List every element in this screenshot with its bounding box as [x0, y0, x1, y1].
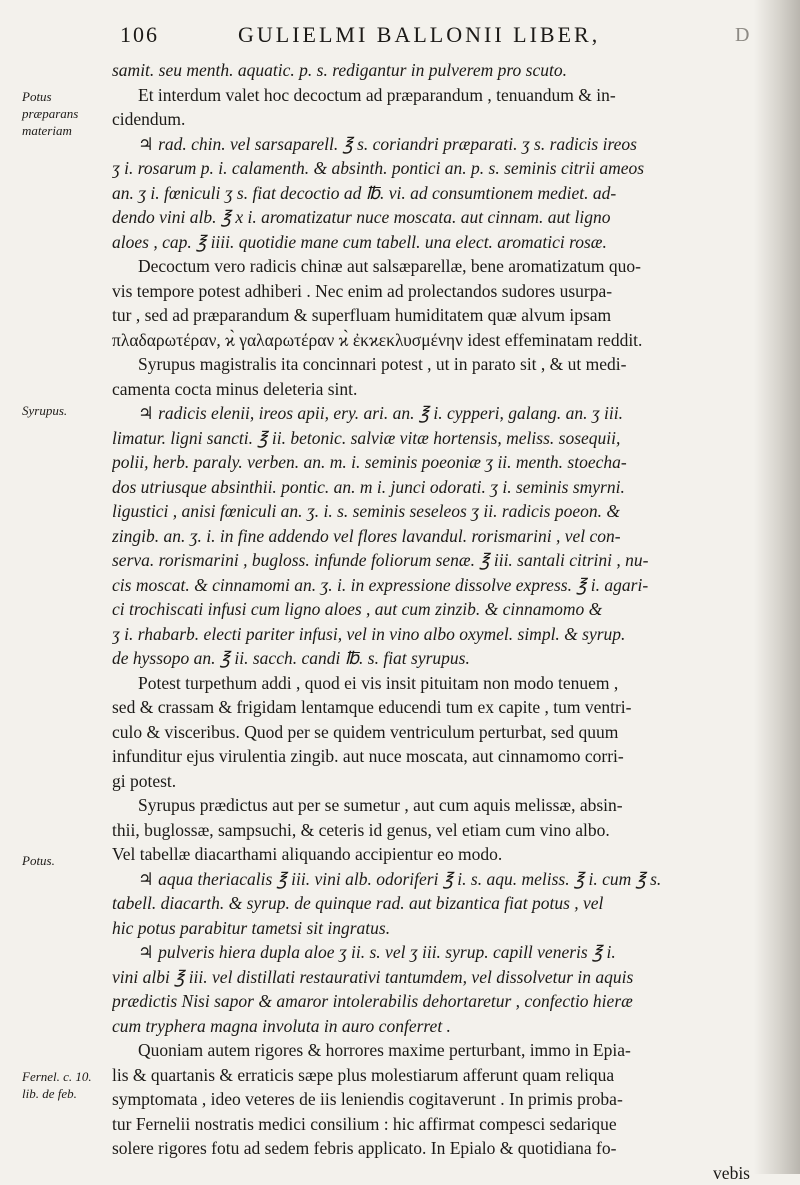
- text-line: aloes , cap. ℥ iiii. quotidie mane cum tabell. una elect. aromatici rosæ.: [112, 230, 750, 255]
- text-line: limatur. ligni sancti. ℥ ii. betonic. salviæ vitæ hortensis, meliss. sosequii,: [112, 426, 750, 451]
- text-line: vini albi ℥ iii. vel distillati restaurativi tantumdem, vel dissolvetur in aquis: [112, 965, 750, 990]
- text-line: Quoniam autem rigores & horrores maxime perturbant, immo in Epia-: [112, 1038, 750, 1063]
- running-title: GULIELMI BALLONII LIBER,: [238, 22, 600, 48]
- text-line: infunditur ejus virulentia zingib. aut nuce moscata, aut cinnamomo corri-: [112, 744, 750, 769]
- text-line: Syrupus prædictus aut per se sumetur , aut cum aquis melissæ, absin-: [112, 793, 750, 818]
- text-line: tur Fernelii nostratis medici consilium : hic affirmat compesci sedarique: [112, 1112, 750, 1137]
- text-line: Syrupus magistralis ita concinnari potest , ut in parato sit , & ut medi-: [112, 352, 750, 377]
- text-line: vebis: [112, 1161, 750, 1185]
- bleed-through-letter: D: [735, 24, 751, 47]
- text-line: tabell. diacarth. & syrup. de quinque rad. aut bizantica fiat potus , vel: [112, 891, 750, 916]
- text-line: serva. rorismarini , bugloss. infunde foliorum senæ. ℥ iii. santali citrini , nu-: [112, 548, 750, 573]
- margin-note-fernel: Fernel. c. 10. lib. de feb.: [22, 1068, 108, 1102]
- text-line: sed & crassam & frigidam lentamque educendi tum ex capite , tum ventri-: [112, 695, 750, 720]
- text-line: Potest turpethum addi , quod ei vis insit pituitam non modo tenuem ,: [112, 671, 750, 696]
- text-line: Vel tabellæ diacarthami aliquando accipientur eo modo.: [112, 842, 750, 867]
- text-line: ʒ i. rhabarb. electi pariter infusi, vel in vino albo oxymel. simpl. & syrup.: [112, 622, 750, 647]
- text-line: tur , sed ad præparandum & superfluam humiditatem quæ alvum ipsam: [112, 303, 750, 328]
- text-line: cis moscat. & cinnamomi an. ʒ. i. in expressione dissolve express. ℥ i. agari-: [112, 573, 750, 598]
- text-line: solere rigores fotu ad sedem febris applicato. In Epialo & quotidiana fo-: [112, 1136, 750, 1161]
- text-line: thii, buglossæ, sampsuchi, & ceteris id genus, vel etiam cum vino albo.: [112, 818, 750, 843]
- margin-note-potus-praeparans: Potus præparans materiam: [22, 88, 108, 139]
- text-line: ♃ radicis elenii, ireos apii, ery. ari. an. ℥ i. cypperi, galang. an. ʒ iii.: [112, 401, 750, 426]
- text-line: cum tryphera magna involuta in auro conferret .: [112, 1014, 750, 1039]
- text-line: culo & visceribus. Quod per se quidem ventriculum perturbat, sed quum: [112, 720, 750, 745]
- text-line: symptomata , ideo veteres de iis leniendis cogitaverunt . In primis proba-: [112, 1087, 750, 1112]
- text-line: prædictis Nisi sapor & amaror intolerabilis dehortaretur , confectio hieræ: [112, 989, 750, 1014]
- running-header: [120, 22, 720, 52]
- text-line: gi potest.: [112, 769, 750, 794]
- text-line: hic potus parabitur tametsi sit ingratus.: [112, 916, 750, 941]
- margin-note-syrupus: Syrupus.: [22, 402, 108, 419]
- text-line: polii, herb. paraly. verben. an. m. i. seminis poeoniæ ʒ ii. menth. stoecha-: [112, 450, 750, 475]
- text-line: cidendum.: [112, 107, 750, 132]
- margin-note-potus: Potus.: [22, 852, 108, 869]
- text-line: ♃ aqua theriacalis ℥ iii. vini alb. odoriferi ℥ i. s. aqu. meliss. ℥ i. cum ℥ s.: [112, 867, 750, 892]
- page-number: 106: [120, 22, 159, 48]
- body-text: [112, 58, 750, 1185]
- text-line: samit. seu menth. aquatic. p. s. redigantur in pulverem pro scuto.: [112, 58, 750, 83]
- text-line: ♃ pulveris hiera dupla aloe ʒ ii. s. vel ʒ iii. syrup. capill veneris ℥ i.: [112, 940, 750, 965]
- text-line: Et interdum valet hoc decoctum ad præparandum , tenuandum & in-: [112, 83, 750, 108]
- page-gutter-shadow: [754, 0, 800, 1174]
- text-line: vis tempore potest adhiberi . Nec enim ad prolectandos sudores usurpa-: [112, 279, 750, 304]
- text-line: ci trochiscati infusi cum ligno aloes , aut cum zinzib. & cinnamomo &: [112, 597, 750, 622]
- text-line: πλαδαρωτέραν, ϰ̀ γαλαρωτέραν ϰ̀ ἐκϰεκλυσμένην idest effeminatam reddit.: [112, 328, 750, 353]
- text-line: ʒ i. rosarum p. i. calamenth. & absinth. pontici an. p. s. seminis citrii ameos: [112, 156, 750, 181]
- text-line: zingib. an. ʒ. i. in fine addendo vel flores lavandul. rorismarini , vel con-: [112, 524, 750, 549]
- text-line: ligustici , anisi fœniculi an. ʒ. i. s. seminis seseleos ʒ ii. radicis poeon. &: [112, 499, 750, 524]
- text-line: camenta cocta minus deleteria sint.: [112, 377, 750, 402]
- text-line: dos utriusque absinthii. pontic. an. m i. junci odorati. ʒ i. seminis smyrni.: [112, 475, 750, 500]
- text-line: dendo vini alb. ℥ x i. aromatizatur nuce moscata. aut cinnam. aut ligno: [112, 205, 750, 230]
- text-line: ♃ rad. chin. vel sarsaparell. ℥ s. coriandri præparati. ʒ s. radicis ireos: [112, 132, 750, 157]
- text-line: an. ʒ i. fœniculi ʒ s. fiat decoctio ad ℔. vi. ad consumtionem mediet. ad-: [112, 181, 750, 206]
- text-line: lis & quartanis & erraticis sæpe plus molestiarum afferunt quam reliqua: [112, 1063, 750, 1088]
- text-line: de hyssopo an. ℥ ii. sacch. candi ℔. s. fiat syrupus.: [112, 646, 750, 671]
- text-line: Decoctum vero radicis chinæ aut salsæparellæ, bene aromatizatum quo-: [112, 254, 750, 279]
